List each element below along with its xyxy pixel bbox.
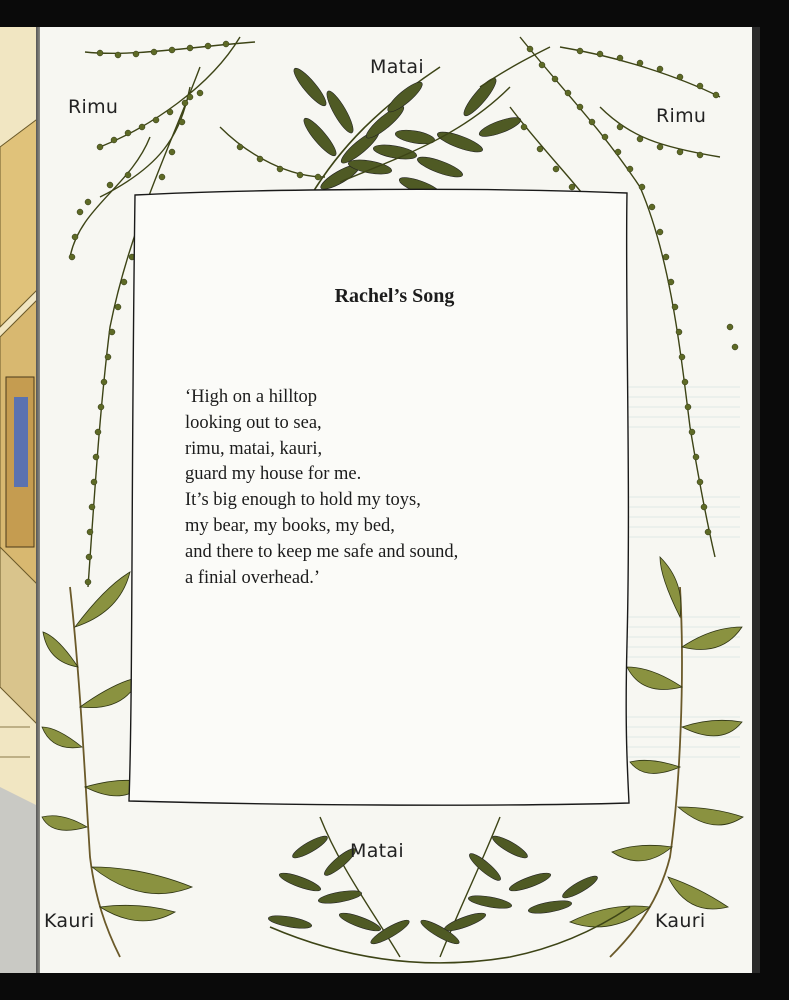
lyric-line: a finial overhead.’ xyxy=(185,567,321,588)
lyric-line: ‘High on a hilltop xyxy=(185,387,318,407)
lyric-line: guard my house for me. xyxy=(185,464,362,485)
matai-top-branch xyxy=(290,65,523,200)
lyric-line: looking out to sea, xyxy=(185,412,322,433)
lyric-line: and there to keep me safe and sound, xyxy=(185,541,459,562)
song-title: Rachel’s Song xyxy=(334,285,455,307)
lyric-line: my bear, my books, my bed, xyxy=(185,515,395,536)
matai-label-top: Matai xyxy=(370,56,424,78)
matai-bottom-branch xyxy=(267,817,630,963)
song-lyrics xyxy=(185,385,458,591)
lyric-line: It’s big enough to hold my toys, xyxy=(185,490,421,511)
page-edge-shadow xyxy=(752,27,760,973)
previous-page-edge xyxy=(0,27,40,973)
lyric-line: rimu, matai, kauri, xyxy=(185,438,323,459)
kauri-label-left: Kauri xyxy=(44,910,95,932)
house-illustration xyxy=(0,27,40,973)
rimu-label-left: Rimu xyxy=(68,96,119,118)
rimu-label-right: Rimu xyxy=(656,105,707,127)
kauri-label-right: Kauri xyxy=(655,910,706,932)
matai-label-bottom: Matai xyxy=(350,840,404,862)
